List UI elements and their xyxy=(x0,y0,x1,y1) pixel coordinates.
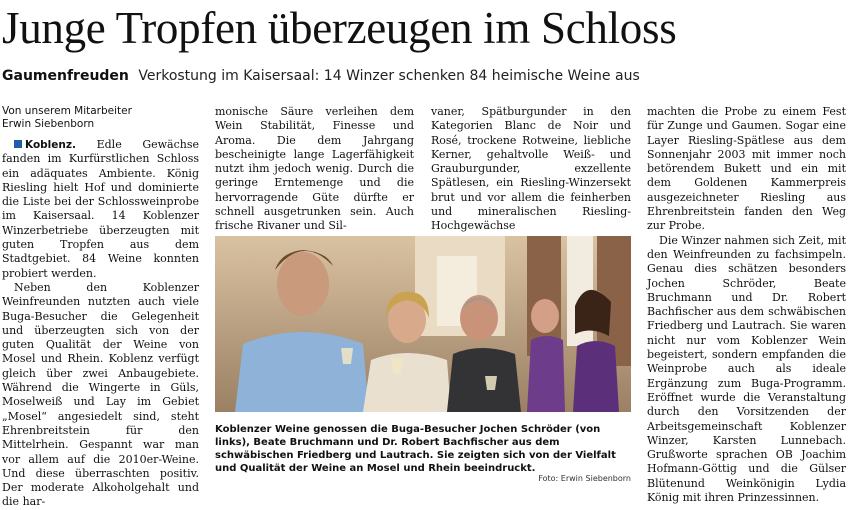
headline: Junge Tropfen überzeugen im Schloss xyxy=(2,3,677,53)
dateline-square-icon xyxy=(14,140,22,148)
paragraph: monische Säure verleihen dem Wein Stabilität, Finesse und Aroma. Die dem Jahrgang bescheinigte lange Lagerfähigkeit nutzt ihm jedoch wenig. Durch die geringe Erntemenge und die hervorragende Güte dürfte er schnell ausgetrunken sein. Auch frische Rivaner und Sil- xyxy=(215,105,414,233)
column-1 xyxy=(2,105,199,509)
paragraph: machten die Probe zu einem Fest für Zunge und Gaumen. Sogar eine Layer Riesling-Spätlese aus dem Sonnenjahr 2003 mit immer noch betörendem Bukett und ein mit dem Goldenen Kammerpreis ausgezeichneter Riesling aus Ehrenbreitstein fanden den Weg zur Probe. xyxy=(647,105,846,233)
byline-line1: Von unserem Mitarbeiter xyxy=(2,105,132,117)
paragraph: Neben den Koblenzer Weinfreunden nutzten auch viele Buga-Besucher die Gelegenheit und überzeugten sich von der guten Qualität der Weine von Mosel und Rhein. Koblenz verfügt gleich über zwei Anbaugebiete. Während die Wingerte in Güls, Moselweiß und Lay im Gebiet „Mosel“ angesiedelt sind, steht Ehrenbreitstein für den Mittelrhein. Gespannt war man vor allem auf die 2010er-Weine. Und diese überraschten positiv. Der moderate Alkoholgehalt und die har- xyxy=(2,280,199,509)
dateline: Koblenz. xyxy=(25,139,76,151)
paragraph-text: Edle Gewächse fanden im Kurfürstlichen Schloss ein adäquates Ambiente. König Riesling hielt Hof und dominierte die Liste bei der Schlossweinprobe im Kaisersaal. 14 Koblenzer Winzerbetriebe überzeugten mit guten Tropfen aus dem Stadtgebiet. 84 Weine konnten probiert werden. xyxy=(2,138,199,280)
column-2 xyxy=(215,105,414,231)
deck: Verkostung im Kaisersaal: 14 Winzer schenken 84 heimische Weine aus xyxy=(138,68,640,84)
event-photo xyxy=(215,236,631,412)
paragraph: Die Winzer nahmen sich Zeit, mit den Weinfreunden zu fachsimpeln. Genau dies schätzen besonders Jochen Schröder, Beate Bruchmann und Dr. Robert Bachfischer aus dem schwäbischen Friedberg und Lautrach. Sie waren nicht nur vom Koblenzer Wein begeistert, sondern empfanden die Weinprobe auch als ideale Ergänzung zum Buga-Programm. Eröffnet wurde die Veranstaltung durch den Vorsitzenden der Arbeitsgemeinschaft Koblenzer Winzer, Karsten Lunnebach. Grußworte sprachen OB Joachim Hofmann-Göttig und die Gülser Blütenund Weinkönigin Lydia König mit ihren Prinzessinnen. xyxy=(647,233,846,505)
subheadline xyxy=(2,66,848,86)
column-3 xyxy=(431,105,631,231)
byline-author: Erwin Siebenborn xyxy=(2,118,95,130)
photo-credit: Foto: Erwin Siebenborn xyxy=(538,474,631,483)
column-4 xyxy=(647,105,846,505)
paragraph: vaner, Spätburgunder in den Kategorien Blanc de Noir und Rosé, trockene Rotweine, liebliche Kerner, gehaltvolle Weiß- und Grauburgunder, exzellente Spätlesen, ein Riesling-Winzersekt brut und vor allem die feinherben und mineralischen Riesling-Hochgewächse xyxy=(431,105,631,233)
paragraph xyxy=(2,138,199,281)
photo-caption: Koblenzer Weine genossen die Buga-Besucher Jochen Schröder (von links), Beate Bruchmann und Dr. Robert Bachfischer aus dem schwäbischen Friedberg und Lautrach. Sie zeigten sich von der Vielfalt und Qualität der Weine an Mosel und Rhein beeindruckt. xyxy=(215,424,616,474)
photo-illustration xyxy=(215,236,631,412)
byline xyxy=(2,105,199,131)
kicker: Gaumenfreuden xyxy=(2,68,129,84)
